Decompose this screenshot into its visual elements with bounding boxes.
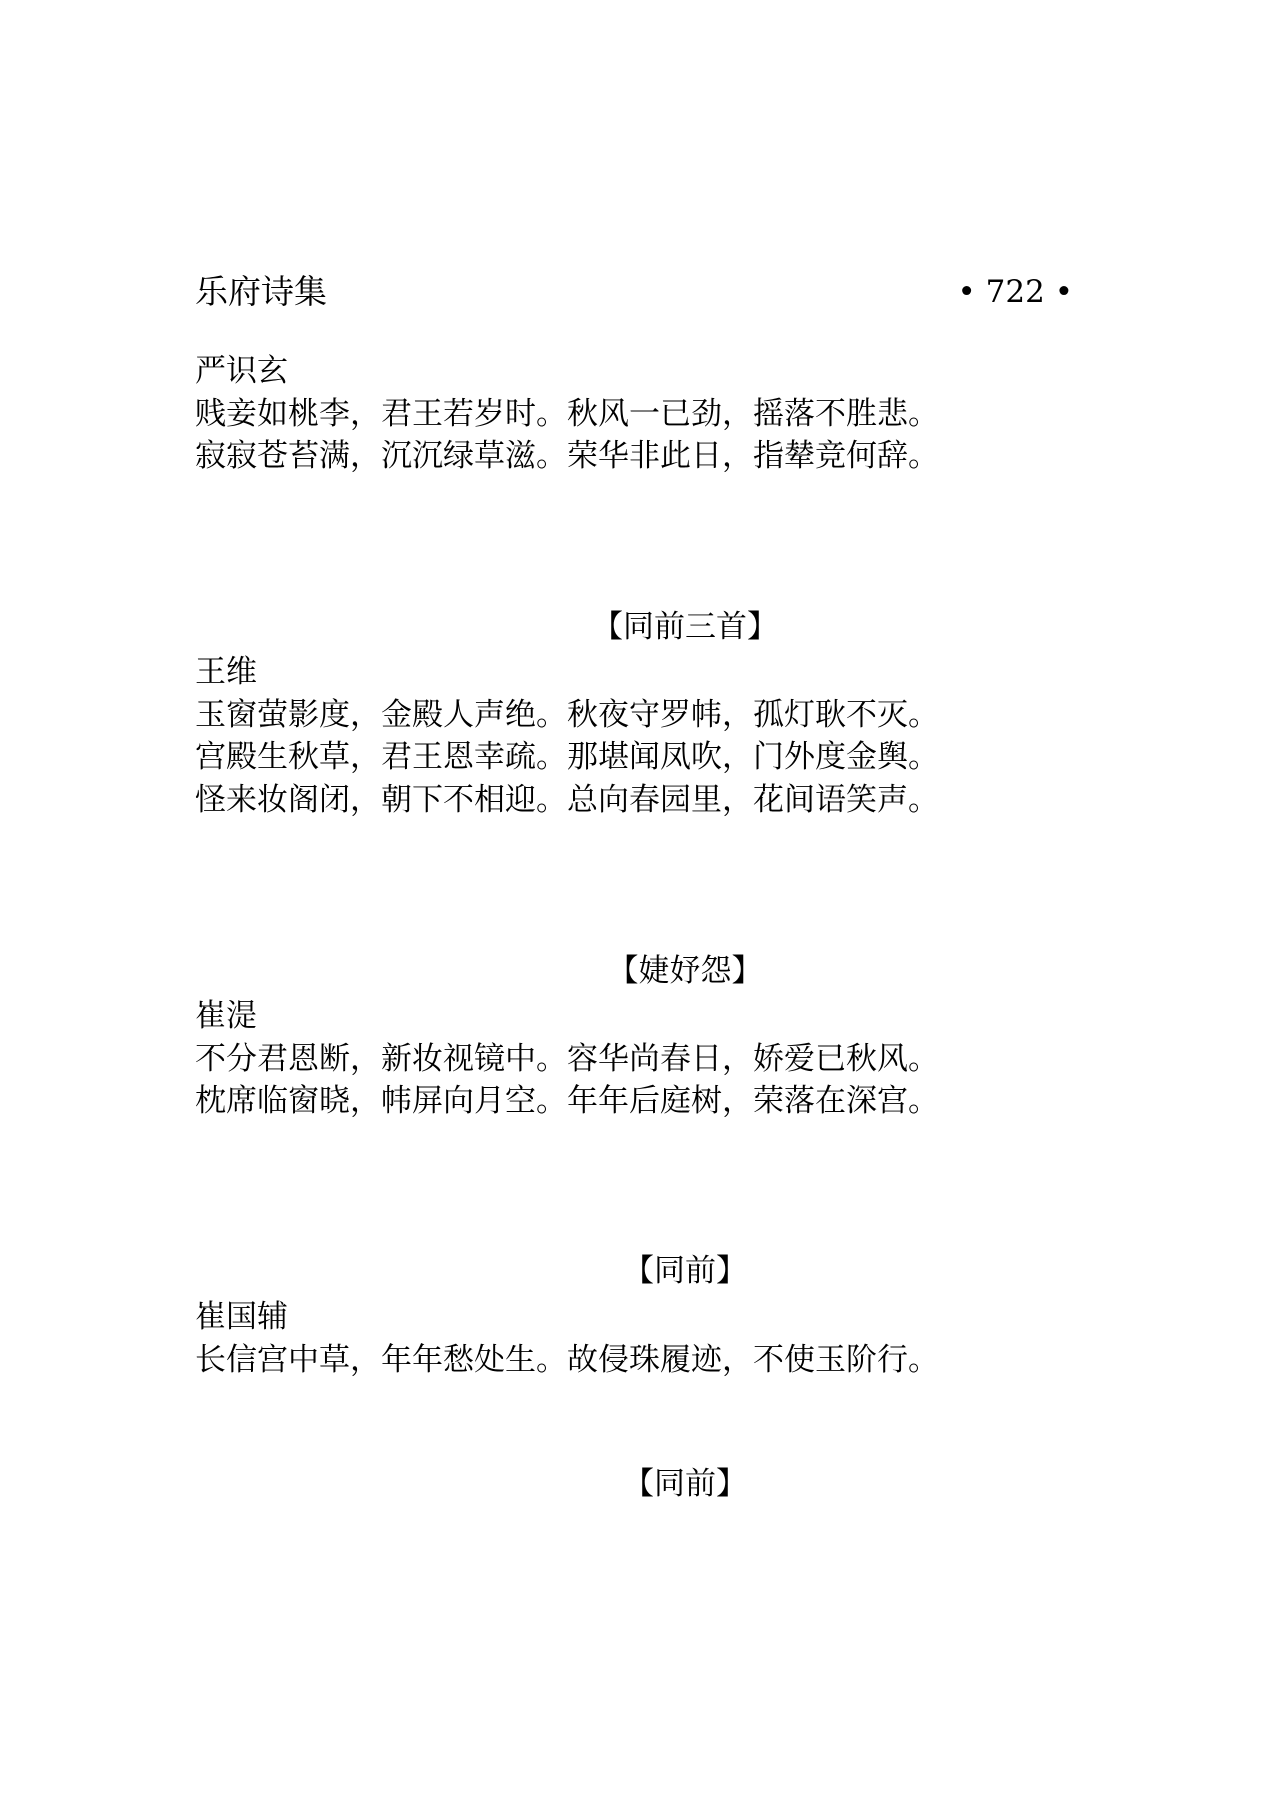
poem-line: 宫殿生秋草，君王恩幸疏。那堪闻凤吹，门外度金舆。 — [195, 739, 939, 775]
poem-section — [195, 995, 1095, 1123]
poem-author: 崔湜 — [195, 998, 257, 1034]
poem-author: 王维 — [195, 654, 257, 690]
poem-line: 枕席临窗晓，帏屏向月空。年年后庭树，荣落在深宫。 — [195, 1083, 939, 1119]
poem-line: 长信宫中草，年年愁处生。故侵珠履迹，不使玉阶行。 — [195, 1341, 939, 1378]
section-title: 【婕妤怨】 — [607, 953, 763, 989]
poem-author: 崔国辅 — [195, 1299, 288, 1335]
section-title: 【同前】 — [623, 1466, 747, 1502]
poem-line: 怪来妆阁闭，朝下不相迎。总向春园里，花间语笑声。 — [195, 781, 939, 818]
poem-section — [195, 350, 1095, 478]
poem-section — [195, 651, 1095, 821]
section-title: 【同前】 — [623, 1253, 747, 1289]
poem-line: 贱妾如桃李，君王若岁时。秋风一已劲，摇落不胜悲。 — [195, 395, 939, 432]
book-title: 乐府诗集 — [195, 272, 327, 311]
poem-line: 寂寂苍苔满，沉沉绿草滋。荣华非此日，指辇竞何辞。 — [195, 438, 939, 474]
section-title: 【同前三首】 — [592, 609, 778, 645]
page-number: • 722 • — [957, 274, 1073, 310]
poem-section — [195, 1296, 1095, 1381]
poem-line: 玉窗萤影度，金殿人声绝。秋夜守罗帏，孤灯耿不灭。 — [195, 696, 939, 733]
poem-line: 不分君恩断，新妆视镜中。容华尚春日，娇爱已秋风。 — [195, 1040, 939, 1077]
poem-author: 严识玄 — [195, 353, 288, 389]
